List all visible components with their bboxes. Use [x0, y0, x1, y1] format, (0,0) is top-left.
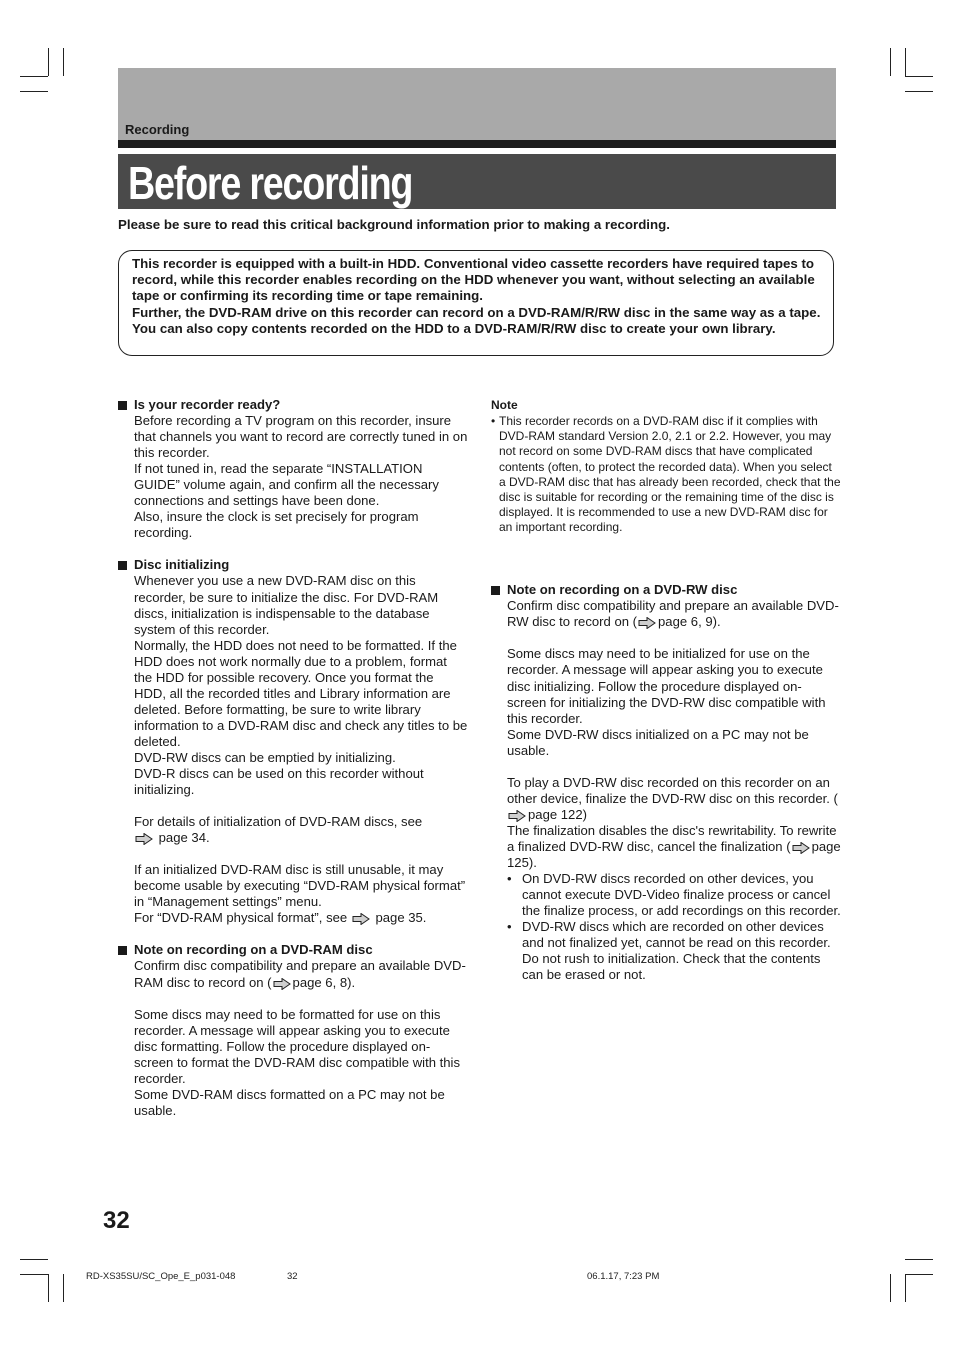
crop-mark [48, 48, 49, 76]
square-bullet-icon [118, 401, 127, 410]
section-heading: Note on recording on a DVD-RAM disc [118, 942, 468, 958]
paragraph: DVD-R discs can be used on this recorder without initializing. [134, 766, 424, 798]
crop-mark [48, 1274, 49, 1302]
paragraph: Also, insure the clock is set precisely for program recording. [134, 509, 419, 541]
paragraph: For “DVD-RAM physical format”, see page 35. [134, 910, 427, 926]
footer-file: RD-XS35SU/SC_Ope_E_p031-048 [86, 1271, 236, 1282]
right-arrow-icon [508, 810, 526, 822]
page-title: Before recording [128, 157, 413, 209]
paragraph: If not tuned in, read the separate “INSTALLATION GUIDE” volume again, and confirm all the necessary connections and settings have been done. [134, 461, 439, 509]
list-item: • DVD-RW discs which are recorded on other devices and not finalized yet, cannot be read on this recorder. Do not rush to initialization. Check that the contents can be erased or not. [507, 919, 831, 983]
callout-paragraph: This recorder is equipped with a built-in HDD. Conventional video cassette recorders have required tapes to record, while this recorder enables recording on the HDD whenever you want, without selecting an available tape or confirming its recording time or tape remaining. [132, 256, 815, 304]
paragraph: Confirm disc compatibility and prepare an available DVD-RW disc to record on ( page 6, 9). [507, 598, 839, 630]
footer-timestamp: 06.1.17, 7:23 PM [587, 1271, 660, 1282]
section-heading: Note on recording on a DVD-RW disc [491, 582, 841, 598]
note-text: • This recorder records on a DVD-RAM disc if it complies with DVD-RAM standard Version 2.0, 2.1 or 2.2. However, you may not record on some DVD-RAM discs that have complicated contents (often, to protect the recorded data). When you select a DVD-RAM disc that has already been recorded, check that the disc is suitable for recording or the remaining time of the disc is displayed. It is recommended to use a new DVD-RAM disc for an important recording. [491, 414, 841, 535]
section-label: Recording [125, 122, 190, 137]
section-body [118, 413, 468, 541]
section-body [118, 958, 468, 1118]
section-heading: Is your recorder ready? [118, 397, 468, 413]
square-bullet-icon [118, 561, 127, 570]
crop-mark [905, 76, 933, 77]
right-column [491, 397, 841, 983]
paragraph: The finalization disables the disc's rewritability. To rewrite a finalized DVD-RW disc, cancel the finalization ( page 125). [507, 822, 841, 870]
section-body [491, 598, 841, 871]
section-body [118, 573, 468, 926]
paragraph: DVD-RW discs can be emptied by initializing. [134, 749, 396, 765]
paragraph: Some DVD-RAM discs formatted on a PC may not be usable. [134, 1086, 445, 1118]
crop-mark [905, 1274, 933, 1275]
header-band [118, 68, 836, 140]
crop-mark [890, 1274, 891, 1302]
paragraph: Before recording a TV program on this recorder, insure that channels you want to record are correctly tuned in on this recorder. [134, 413, 468, 461]
right-arrow-icon [352, 913, 370, 925]
crop-mark [20, 76, 48, 77]
right-arrow-icon [638, 617, 656, 629]
crop-mark [905, 1274, 906, 1302]
paragraph: Some discs may need to be formatted for use on this recorder. A message will appear asking you to execute disc formatting. Follow the procedure displayed on-screen to format the DVD-RAM disc compatible with this recorder. [134, 1006, 461, 1086]
paragraph: For details of initialization of DVD-RAM discs, see page 34. [134, 814, 423, 846]
crop-mark [63, 1274, 64, 1302]
paragraph: If an initialized DVD-RAM disc is still unusable, it may become usable by executing “DVD-RAM physical format” in “Management settings” menu. [134, 862, 466, 910]
crop-mark [20, 1274, 48, 1275]
section-heading: Disc initializing [118, 557, 468, 573]
header-rule [118, 140, 836, 148]
footer-page: 32 [287, 1271, 298, 1282]
paragraph: Confirm disc compatibility and prepare an available DVD-RAM disc to record on ( page 6, 8). [134, 958, 466, 990]
right-arrow-icon [792, 842, 810, 854]
crop-mark [20, 1259, 48, 1260]
paragraph: To play a DVD-RW disc recorded on this recorder on an other device, finalize the DVD-RW disc on this recorder. (page 122) [507, 774, 838, 822]
list-item: • On DVD-RW discs recorded on other devices, you cannot execute DVD-Video finalize process or cancel the finalize process, or add recordings on this recorder. [507, 871, 841, 919]
crop-mark [905, 48, 906, 76]
crop-mark [890, 48, 891, 76]
square-bullet-icon [118, 946, 127, 955]
crop-mark [905, 1259, 933, 1260]
crop-mark [20, 91, 48, 92]
right-arrow-icon [273, 978, 291, 990]
paragraph: Some DVD-RW discs initialized on a PC may not be usable. [507, 726, 809, 758]
square-bullet-icon [491, 586, 500, 595]
callout-box [118, 250, 834, 356]
callout-paragraph: Further, the DVD-RAM drive on this recorder can record on a DVD-RAM/R/RW disc in the same way as a tape. You can also copy contents recorded on the HDD to a DVD-RAM/R/RW disc to create your own library. [132, 304, 821, 336]
intro-text: Please be sure to read this critical background information prior to making a recording. [118, 217, 670, 232]
left-column [118, 397, 468, 1119]
page-number: 32 [103, 1207, 130, 1234]
crop-mark [63, 48, 64, 76]
note-heading: Note [491, 398, 518, 412]
paragraph: Whenever you use a new DVD-RAM disc on this recorder, be sure to initialize the disc. For DVD-RAM discs, initialization is indispensable to the database system of this recorder. [134, 573, 439, 637]
paragraph: Normally, the HDD does not need to be formatted. If the HDD does not work normally due to a problem, format the HDD for possible recovery. Once you format the HDD, all the recorded titles and Library information are deleted. Before formatting, be sure to write library information to a DVD-RAM disc and check any titles to be deleted. [134, 637, 468, 749]
right-arrow-icon [135, 833, 153, 845]
paragraph: Some discs may need to be initialized for use on the recorder. A message will appear asking you to execute disc initializing. Follow the procedure displayed on-screen for initializing the DVD-RW disc compatible with this recorder. [507, 646, 826, 726]
crop-mark [905, 91, 933, 92]
